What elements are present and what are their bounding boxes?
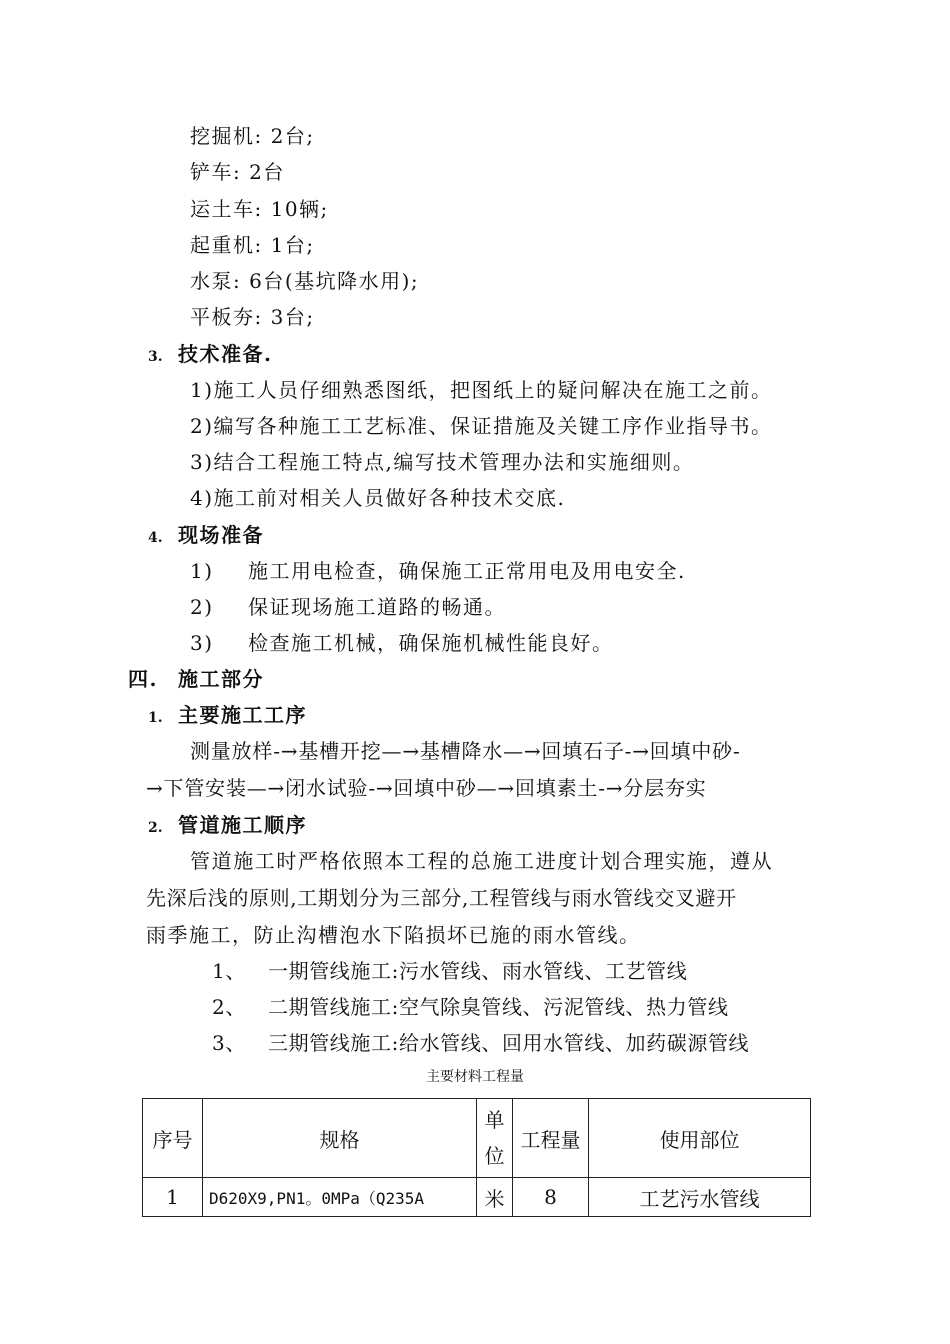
heading-number: 3. [148, 349, 163, 365]
phase-item [212, 992, 729, 1022]
header-cell: 序号 [143, 1099, 203, 1178]
phase-number: 3、 [212, 1031, 246, 1055]
site-item [190, 592, 506, 622]
phase-text: 一期管线施工:污水管线、雨水管线、工艺管线 [268, 959, 688, 983]
order-paragraph-line: 先深后浅的原则,工期划分为三部分,工程管线与雨水管线交叉避开 [146, 886, 737, 910]
tech-item: 1)施工人员仔细熟悉图纸，把图纸上的疑问解决在施工之前。 [190, 378, 773, 402]
heading-title: 管道施工顺序 [178, 813, 307, 837]
table-cell: 8 [513, 1178, 589, 1217]
heading-site-prep [148, 520, 264, 553]
table-cell: 1 [143, 1178, 203, 1217]
table-header-row [143, 1099, 811, 1178]
equipment-pump: 水泵: 6台(基坑降水用); [190, 269, 420, 293]
site-item [190, 628, 614, 658]
equipment-compactor: 平板夯: 3台; [190, 305, 315, 329]
process-flow-line: 测量放样-→基槽开挖—→基槽降水—→回填石子-→回填中砂- [190, 739, 741, 763]
heading-number: 四. [128, 667, 158, 691]
table-cell: 工艺污水管线 [589, 1178, 811, 1217]
heading-title: 施工部分 [178, 667, 264, 691]
header-cell: 使用部位 [589, 1099, 811, 1178]
table-cell: 米 [477, 1178, 513, 1217]
tech-item: 3)结合工程施工特点,编写技术管理办法和实施细则。 [190, 450, 695, 474]
site-item-text: 保证现场施工道路的畅通。 [248, 595, 506, 619]
site-item-number: 3) [190, 631, 214, 655]
site-item-text: 检查施工机械，确保施机械性能良好。 [248, 631, 614, 655]
equipment-truck: 运土车: 10辆; [190, 197, 329, 221]
heading-tech-prep [148, 339, 272, 372]
header-cell: 规格 [203, 1099, 477, 1178]
header-cell: 工程量 [513, 1099, 589, 1178]
phase-text: 二期管线施工:空气除臭管线、污泥管线、热力管线 [268, 995, 729, 1019]
heading-title: 现场准备 [178, 523, 264, 547]
heading-pipeline-order [148, 810, 307, 843]
site-item-number: 1) [190, 559, 214, 583]
heading-number: 1. [148, 710, 163, 726]
phase-item [212, 956, 687, 986]
heading-section-four [128, 664, 264, 694]
site-item [190, 556, 686, 586]
table-caption: 主要材料工程量 [426, 1069, 524, 1085]
equipment-loader: 铲车: 2台 [190, 160, 285, 184]
heading-main-process [148, 700, 307, 733]
phase-number: 1、 [212, 959, 246, 983]
process-flow-line: →下管安装—→闭水试验-→回填中砂—→回填素土-→分层夯实 [146, 776, 707, 800]
phase-number: 2、 [212, 995, 246, 1019]
site-item-text: 施工用电检查，确保施工正常用电及用电安全. [248, 559, 686, 583]
heading-number: 2. [148, 820, 163, 836]
order-paragraph-line: 管道施工时严格依照本工程的总施工进度计划合理实施，遵从 [190, 849, 774, 873]
tech-item: 4)施工前对相关人员做好各种技术交底. [190, 486, 566, 510]
tech-item: 2)编写各种施工工艺标准、保证措施及关键工序作业指导书。 [190, 414, 773, 438]
table-cell: D620X9,PN1。0MPa（Q235A [203, 1178, 477, 1217]
equipment-excavator: 挖掘机: 2台; [190, 124, 315, 148]
heading-title: 技术准备. [178, 342, 273, 366]
phase-text: 三期管线施工:给水管线、回用水管线、加药碳源管线 [268, 1031, 750, 1055]
heading-title: 主要施工工序 [178, 703, 307, 727]
header-cell: 单位 [477, 1099, 513, 1178]
equipment-crane: 起重机: 1台; [190, 233, 315, 257]
order-paragraph-line: 雨季施工，防止沟槽泡水下陷损坏已施的雨水管线。 [146, 923, 641, 947]
table-row [143, 1178, 811, 1217]
materials-table [142, 1098, 811, 1217]
phase-item [212, 1028, 749, 1058]
site-item-number: 2) [190, 595, 214, 619]
heading-number: 4. [148, 530, 163, 546]
